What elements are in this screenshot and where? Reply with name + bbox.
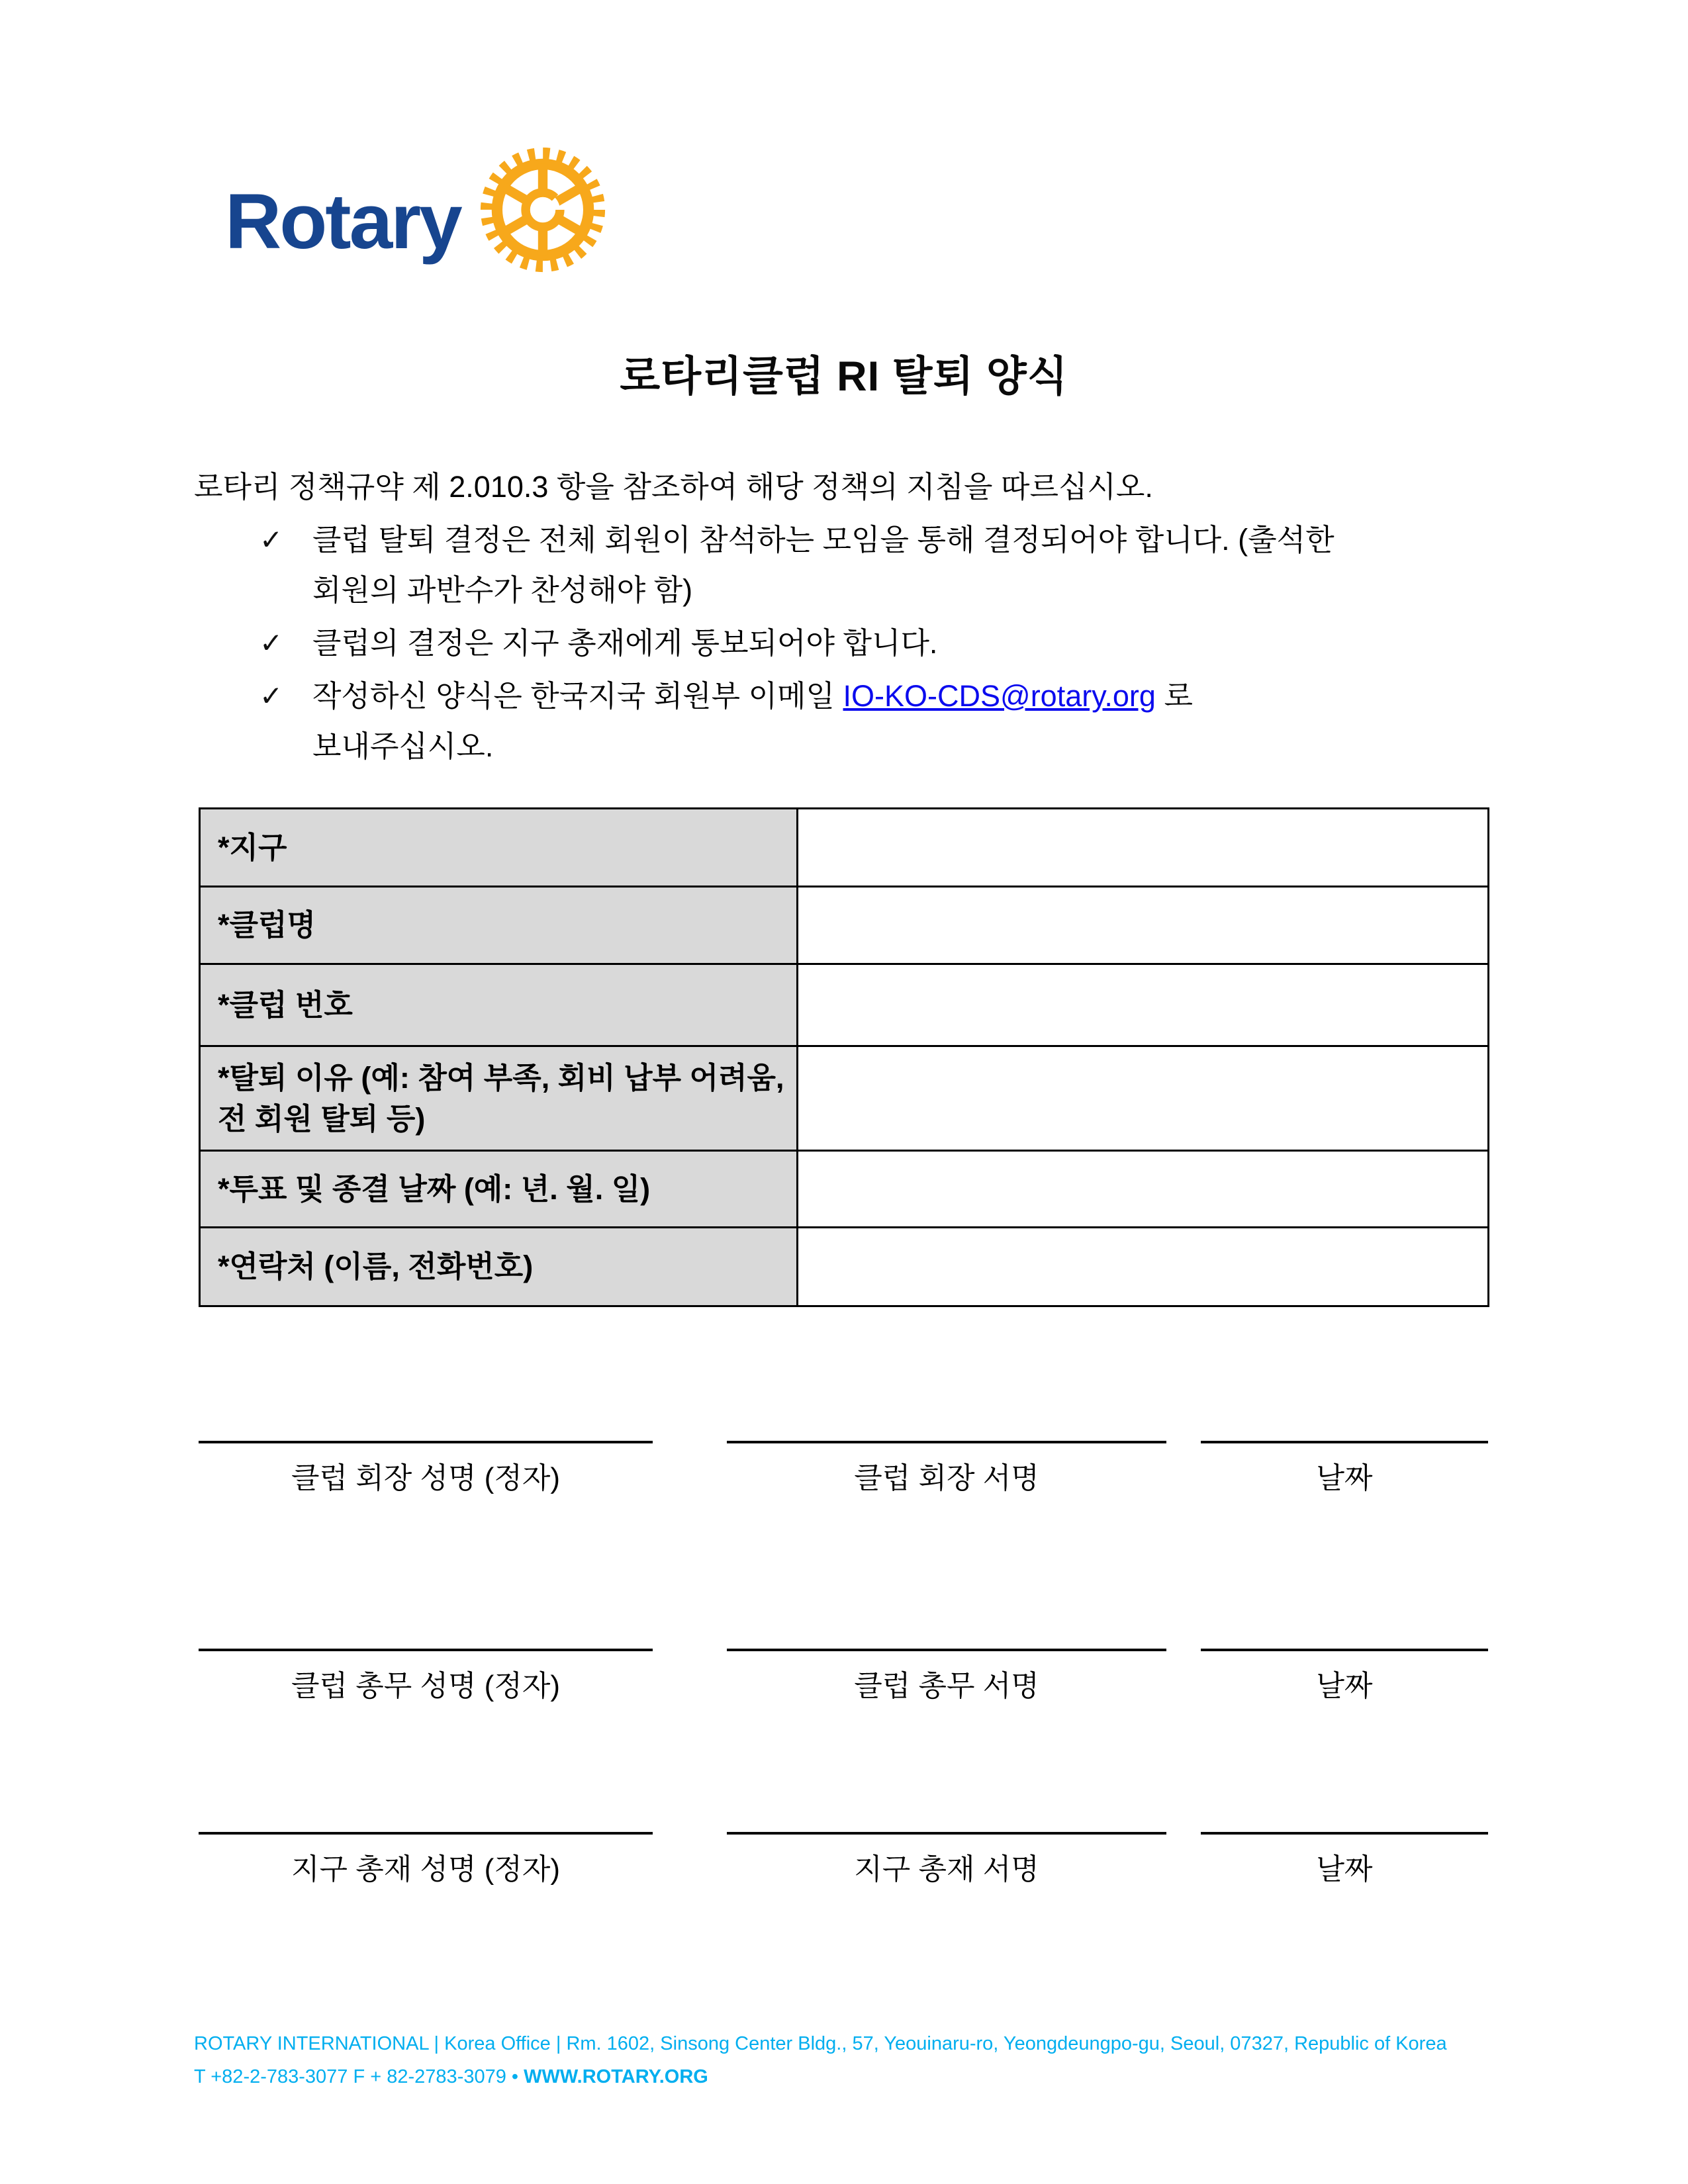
policy-intro: 로타리 정책규약 제 2.010.3 항을 참조하여 해당 정책의 지침을 따르십시오.: [194, 470, 1153, 504]
signature-label: 클럽 회장 서명: [854, 1462, 1039, 1494]
signature-label: 날짜: [1316, 1462, 1373, 1494]
field-label-club-name: *클럽명: [200, 887, 798, 964]
checklist-item-1-line1: 클럽 탈퇴 결정은 전체 회원이 참석하는 모임을 통해 결정되어야 합니다. (출석한: [312, 523, 1335, 557]
table-row: [200, 1228, 1489, 1306]
footer-website: WWW.ROTARY.ORG: [524, 2066, 708, 2087]
footer-phone: T +82-2-783-3077 F + 82-2783-3079 •: [194, 2066, 524, 2087]
checklist-item-1-line2: 회원의 과반수가 찬성해야 함): [312, 573, 693, 607]
policy-instructions: [194, 462, 1508, 772]
signature-block-secretary-sign: [727, 1649, 1166, 1704]
field-value-club-number[interactable]: [798, 964, 1489, 1046]
field-value-district[interactable]: [798, 809, 1489, 887]
table-row: [200, 1151, 1489, 1228]
checklist-item-3-line2: 보내주십시오.: [312, 729, 494, 763]
email-instruction-suffix: 로: [1155, 679, 1193, 713]
rotary-wordmark: Rotary: [225, 178, 461, 265]
checklist-item-3-line1: [312, 671, 1508, 721]
checklist-item-2-line1: 클럽의 결정은 지구 총재에게 통보되어야 합니다.: [312, 626, 938, 660]
signature-block-governor-sign: [727, 1832, 1166, 1888]
signature-block-president-name: [199, 1441, 653, 1496]
table-row: [200, 809, 1489, 887]
rotary-logo: [225, 146, 606, 273]
signature-label: 클럽 총무 서명: [854, 1670, 1039, 1702]
checklist-item-3: [194, 671, 1508, 772]
signature-line[interactable]: [727, 1441, 1166, 1443]
table-row: [200, 964, 1489, 1046]
footer-address: ROTARY INTERNATIONAL | Korea Office | Rm. 1602, Sinsong Center Bldg., 57, Yeouinaru-ro, Yeongdeungpo-gu, Seoul, 07327, Republic of Korea: [194, 2033, 1447, 2054]
field-label-vote-date: *투표 및 종결 날짜 (예: 년. 월. 일): [200, 1151, 798, 1228]
check-icon: ✓: [259, 524, 283, 555]
signature-block-secretary-name: [199, 1649, 653, 1704]
checklist-item-1: [194, 515, 1508, 615]
table-row: [200, 1046, 1489, 1151]
field-value-contact[interactable]: [798, 1228, 1489, 1306]
signature-block-secretary-date: [1201, 1649, 1488, 1704]
field-label-withdraw-reason: *탈퇴 이유 (예: 참여 부족, 회비 납부 어려움, 전 회원 탈퇴 등): [200, 1046, 798, 1151]
withdrawal-form-table: [199, 807, 1489, 1307]
check-icon: ✓: [259, 627, 283, 659]
field-value-vote-date[interactable]: [798, 1151, 1489, 1228]
field-value-withdraw-reason[interactable]: [798, 1046, 1489, 1151]
email-instruction-prefix: 작성하신 양식은 한국지국 회원부 이메일: [312, 679, 843, 713]
signature-label: 지구 총재 서명: [854, 1853, 1039, 1886]
signature-label: 지구 총재 성명 (정자): [291, 1853, 560, 1886]
signature-line[interactable]: [727, 1832, 1166, 1835]
page-footer: [194, 2027, 1518, 2093]
field-label-club-number: *클럽 번호: [200, 964, 798, 1046]
page-title: 로타리클럽 RI 탈퇴 양식: [620, 353, 1068, 400]
email-link[interactable]: IO-KO-CDS@rotary.org: [843, 679, 1156, 713]
signature-label: 클럽 회장 성명 (정자): [291, 1462, 560, 1494]
signature-line[interactable]: [727, 1649, 1166, 1651]
signature-line[interactable]: [199, 1441, 653, 1443]
signature-block-governor-date: [1201, 1832, 1488, 1888]
signature-block-governor-name: [199, 1832, 653, 1888]
signature-label: 클럽 총무 성명 (정자): [291, 1670, 560, 1702]
signature-line[interactable]: [199, 1832, 653, 1835]
checklist-item-2: [194, 618, 1508, 668]
signature-block-president-date: [1201, 1441, 1488, 1496]
signature-block-president-sign: [727, 1441, 1166, 1496]
check-icon: ✓: [259, 680, 283, 711]
footer-contact: [194, 2060, 1518, 2093]
signature-line[interactable]: [1201, 1649, 1488, 1651]
signature-line[interactable]: [1201, 1832, 1488, 1835]
signature-label: 날짜: [1316, 1670, 1373, 1702]
field-label-contact: *연락처 (이름, 전화번호): [200, 1228, 798, 1306]
field-label-district: *지구: [200, 809, 798, 887]
signature-label: 날짜: [1316, 1853, 1373, 1886]
signature-line[interactable]: [199, 1649, 653, 1651]
rotary-wheel-icon: [479, 146, 606, 273]
field-value-club-name[interactable]: [798, 887, 1489, 964]
signature-line[interactable]: [1201, 1441, 1488, 1443]
table-row: [200, 887, 1489, 964]
